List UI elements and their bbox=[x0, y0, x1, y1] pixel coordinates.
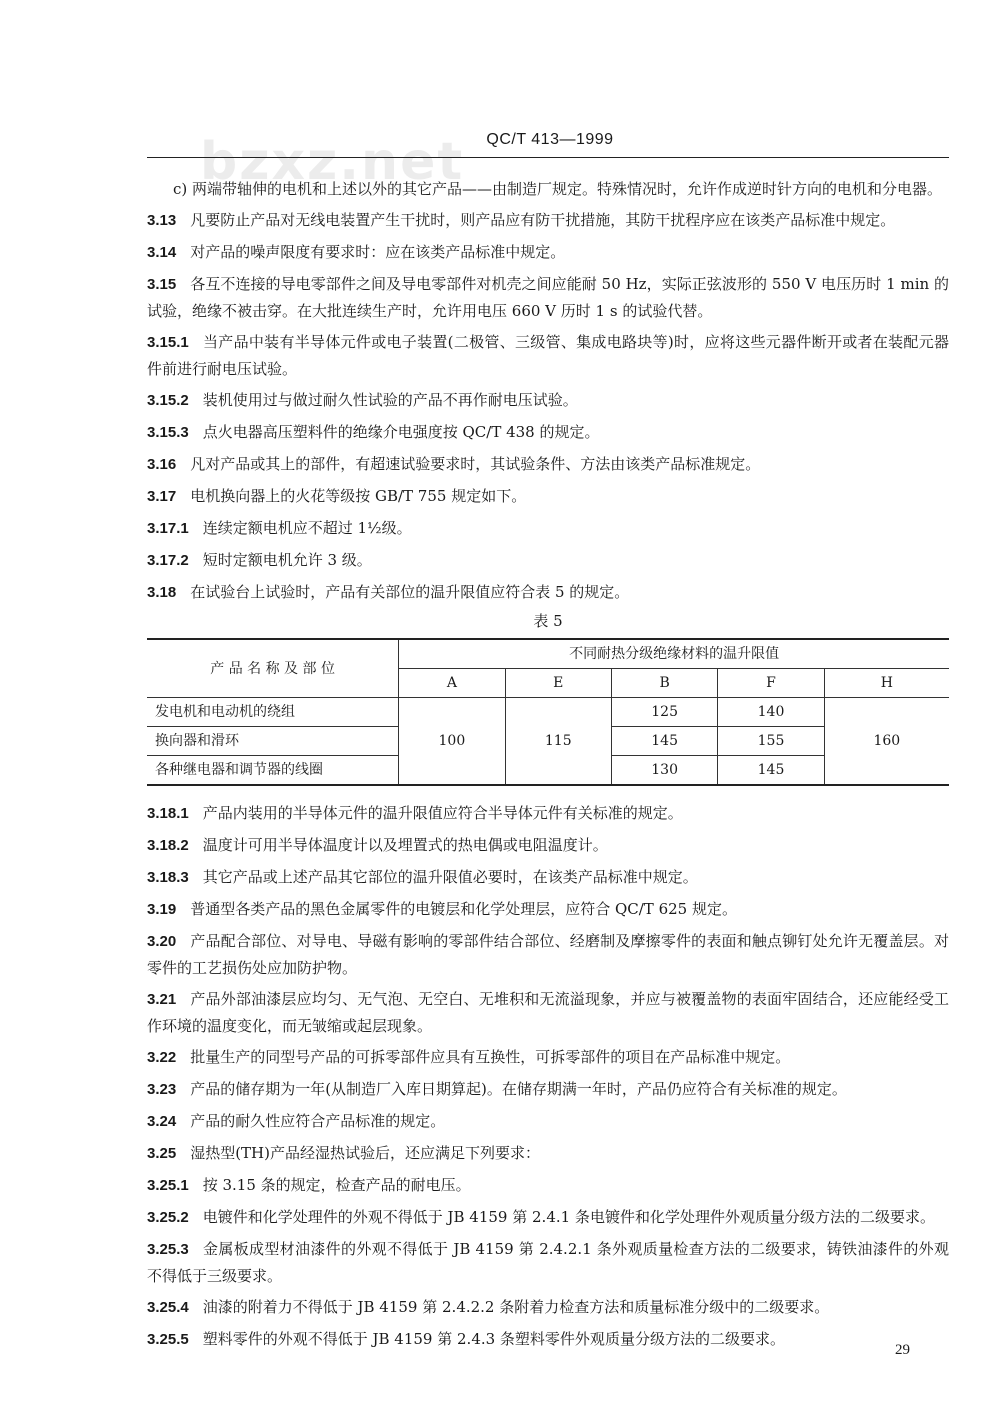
clause-number: 3.20 bbox=[147, 933, 177, 950]
clause-text: 产品内装用的半导体元件的温升限值应符合半导体元件有关标准的规定。 bbox=[202, 804, 683, 822]
class-a-header: A bbox=[399, 669, 505, 698]
clause-number: 3.25 bbox=[147, 1145, 177, 1162]
clause-number: 3.15.1 bbox=[147, 334, 189, 351]
clause-text: 湿热型(TH)产品经湿热试验后，还应满足下列要求： bbox=[190, 1144, 540, 1162]
class-f-header: F bbox=[718, 669, 824, 698]
class-e-header: E bbox=[505, 669, 611, 698]
clause-3-25-2 bbox=[147, 1204, 949, 1231]
clause-number: 3.14 bbox=[147, 244, 177, 261]
clause-number: 3.18.1 bbox=[147, 805, 189, 822]
clause-text: 油漆的附着力不得低于 JB 4159 第 2.4.2.2 条附着力检查方法和质量标准分级中的二级要求。 bbox=[202, 1298, 830, 1316]
clause-3-15-3 bbox=[147, 419, 949, 446]
clause-3-15 bbox=[147, 271, 949, 324]
standard-code-header: QC/T 413—1999 bbox=[486, 131, 614, 148]
clause-3-22 bbox=[147, 1044, 949, 1071]
clause-3-18-2 bbox=[147, 832, 949, 859]
clause-number: 3.25.5 bbox=[147, 1331, 189, 1348]
clause-text: 产品的储存期为一年(从制造厂入库日期算起)。在储存期满一年时，产品仍应符合有关标准的规定。 bbox=[190, 1080, 847, 1098]
clause-number: 3.18.2 bbox=[147, 837, 189, 854]
clause-3-19 bbox=[147, 896, 949, 923]
table-caption: 表 5 bbox=[533, 612, 563, 630]
clause-number: 3.18 bbox=[147, 584, 177, 601]
page-number: 29 bbox=[895, 1342, 910, 1358]
watermark: bzxz.net bbox=[200, 132, 465, 192]
clause-3-17 bbox=[147, 483, 949, 510]
clause-number: 3.15.3 bbox=[147, 424, 189, 441]
clause-number: 3.24 bbox=[147, 1113, 177, 1130]
temperature-rise-table bbox=[147, 638, 949, 786]
clause-3-15-1 bbox=[147, 329, 949, 382]
clause-number: 3.18.3 bbox=[147, 869, 189, 886]
insulation-class-group-header: 不同耐热分级绝缘材料的温升限值 bbox=[399, 639, 949, 669]
clause-number: 3.25.3 bbox=[147, 1241, 189, 1258]
clause-text: 凡对产品或其上的部件，有超速试验要求时，其试验条件、方法由该类产品标准规定。 bbox=[190, 455, 761, 473]
class-f-value: 140 bbox=[718, 698, 824, 727]
class-f-value: 145 bbox=[718, 756, 824, 786]
clause-text: 产品配合部位、对导电、导磁有影响的零部件结合部位、经磨制及摩擦零件的表面和触点铆钉处允许无覆盖层。对零件的工艺损伤处应加防护物。 bbox=[147, 932, 949, 977]
table-header-row bbox=[147, 639, 949, 669]
clause-text: 批量生产的同型号产品的可拆零部件应具有互换性，可拆零部件的项目在产品标准中规定。 bbox=[190, 1048, 791, 1066]
clause-3-24 bbox=[147, 1108, 949, 1135]
clause-3-14 bbox=[147, 239, 949, 266]
clause-text: 金属板成型材油漆件的外观不得低于 JB 4159 第 2.4.2.1 条外观质量检查方法的二级要求，铸铁油漆件的外观不得低于三级要求。 bbox=[147, 1240, 949, 1285]
class-b-value: 125 bbox=[611, 698, 717, 727]
clause-text: 其它产品或上述产品其它部位的温升限值必要时，在该类产品标准中规定。 bbox=[202, 868, 698, 886]
class-b-header: B bbox=[611, 669, 717, 698]
clause-number: 3.25.4 bbox=[147, 1299, 189, 1316]
row-name: 换向器和滑环 bbox=[147, 727, 399, 756]
product-column-header: 产 品 名 称 及 部 位 bbox=[147, 639, 399, 698]
clause-text: 装机使用过与做过耐久性试验的产品不再作耐电压试验。 bbox=[202, 391, 578, 409]
class-e-value: 115 bbox=[505, 698, 611, 786]
clause-3-18 bbox=[147, 579, 949, 606]
clause-c: c) 两端带轴伸的电机和上述以外的其它产品——由制造厂规定。特殊情况时，允许作成逆时针方向的电机和分电器。 bbox=[173, 180, 943, 198]
clause-3-17-2 bbox=[147, 547, 949, 574]
row-name: 各种继电器和调节器的线圈 bbox=[147, 756, 399, 786]
clause-text: 电机换向器上的火花等级按 GB/T 755 规定如下。 bbox=[190, 487, 527, 505]
clause-text: 凡要防止产品对无线电装置产生干扰时，则产品应有防干扰措施，其防干扰程序应在该类产品标准中规定。 bbox=[190, 211, 896, 229]
clause-text: 普通型各类产品的黑色金属零件的电镀层和化学处理层，应符合 QC/T 625 规定。 bbox=[190, 900, 737, 918]
clause-number: 3.25.2 bbox=[147, 1209, 189, 1226]
clause-3-17-1 bbox=[147, 515, 949, 542]
clause-number: 3.16 bbox=[147, 456, 177, 473]
clause-3-16 bbox=[147, 451, 949, 478]
document-body bbox=[147, 176, 949, 1353]
clause-number: 3.15.2 bbox=[147, 392, 189, 409]
clause-text: 连续定额电机应不超过 1½级。 bbox=[202, 519, 412, 537]
clause-text: 电镀件和化学处理件的外观不得低于 JB 4159 第 2.4.1 条电镀件和化学处理件外观质量分级方法的二级要求。 bbox=[202, 1208, 935, 1226]
clause-number: 3.22 bbox=[147, 1049, 177, 1066]
clause-number: 3.19 bbox=[147, 901, 177, 918]
clause-3-18-1 bbox=[147, 800, 949, 827]
class-h-value: 160 bbox=[824, 698, 949, 786]
clause-3-15-2 bbox=[147, 387, 949, 414]
clause-text: 各互不连接的导电零部件之间及导电零部件对机壳之间应能耐 50 Hz，实际正弦波形的 550 V 电压历时 1 min 的试验，绝缘不被击穿。在大批连续生产时，允许用电压 660 V 历时 1 s 的试验代替。 bbox=[147, 275, 949, 320]
clause-text: 产品的耐久性应符合产品标准的规定。 bbox=[190, 1112, 446, 1130]
clause-3-23 bbox=[147, 1076, 949, 1103]
clause-3-21 bbox=[147, 986, 949, 1039]
clause-number: 3.15 bbox=[147, 276, 177, 293]
clause-text: 在试验台上试验时，产品有关部位的温升限值应符合表 5 的规定。 bbox=[190, 583, 630, 601]
clause-3-25-3 bbox=[147, 1236, 949, 1289]
clause-number: 3.23 bbox=[147, 1081, 177, 1098]
table-row bbox=[147, 698, 949, 727]
clause-3-20 bbox=[147, 928, 949, 981]
clause-text: 对产品的噪声限度有要求时：应在该类产品标准中规定。 bbox=[190, 243, 566, 261]
clause-text: 温度计可用半导体温度计以及埋置式的热电偶或电阻温度计。 bbox=[202, 836, 608, 854]
clause-text: 短时定额电机允许 3 级。 bbox=[202, 551, 372, 569]
clause-text: 当产品中装有半导体元件或电子装置(二极管、三级管、集成电路块等)时，应将这些元器件断开或者在装配元器件前进行耐电压试验。 bbox=[147, 333, 949, 378]
class-a-value: 100 bbox=[399, 698, 505, 786]
clause-text: 产品外部油漆层应均匀、无气泡、无空白、无堆积和无流溢现象，并应与被覆盖物的表面牢固结合，还应能经受工作环境的温度变化，而无皱缩或起层现象。 bbox=[147, 990, 949, 1035]
clause-3-25-4 bbox=[147, 1294, 949, 1321]
clause-number: 3.17 bbox=[147, 488, 177, 505]
class-b-value: 145 bbox=[611, 727, 717, 756]
clause-3-13 bbox=[147, 207, 949, 234]
clause-text: 点火电器高压塑料件的绝缘介电强度按 QC/T 438 的规定。 bbox=[202, 423, 600, 441]
clause-text: 塑料零件的外观不得低于 JB 4159 第 2.4.3 条塑料零件外观质量分级方法的二级要求。 bbox=[202, 1330, 785, 1348]
class-f-value: 155 bbox=[718, 727, 824, 756]
class-h-header: H bbox=[824, 669, 949, 698]
clause-3-25-5 bbox=[147, 1326, 949, 1353]
clause-number: 3.13 bbox=[147, 212, 177, 229]
clause-3-25 bbox=[147, 1140, 949, 1167]
clause-text: 按 3.15 条的规定，检查产品的耐电压。 bbox=[202, 1176, 471, 1194]
clause-3-18-3 bbox=[147, 864, 949, 891]
clause-number: 3.25.1 bbox=[147, 1177, 189, 1194]
clause-number: 3.17.1 bbox=[147, 520, 189, 537]
row-name: 发电机和电动机的绕组 bbox=[147, 698, 399, 727]
header-rule bbox=[147, 157, 949, 158]
clause-number: 3.17.2 bbox=[147, 552, 189, 569]
class-b-value: 130 bbox=[611, 756, 717, 786]
clause-3-25-1 bbox=[147, 1172, 949, 1199]
clause-number: 3.21 bbox=[147, 991, 177, 1008]
